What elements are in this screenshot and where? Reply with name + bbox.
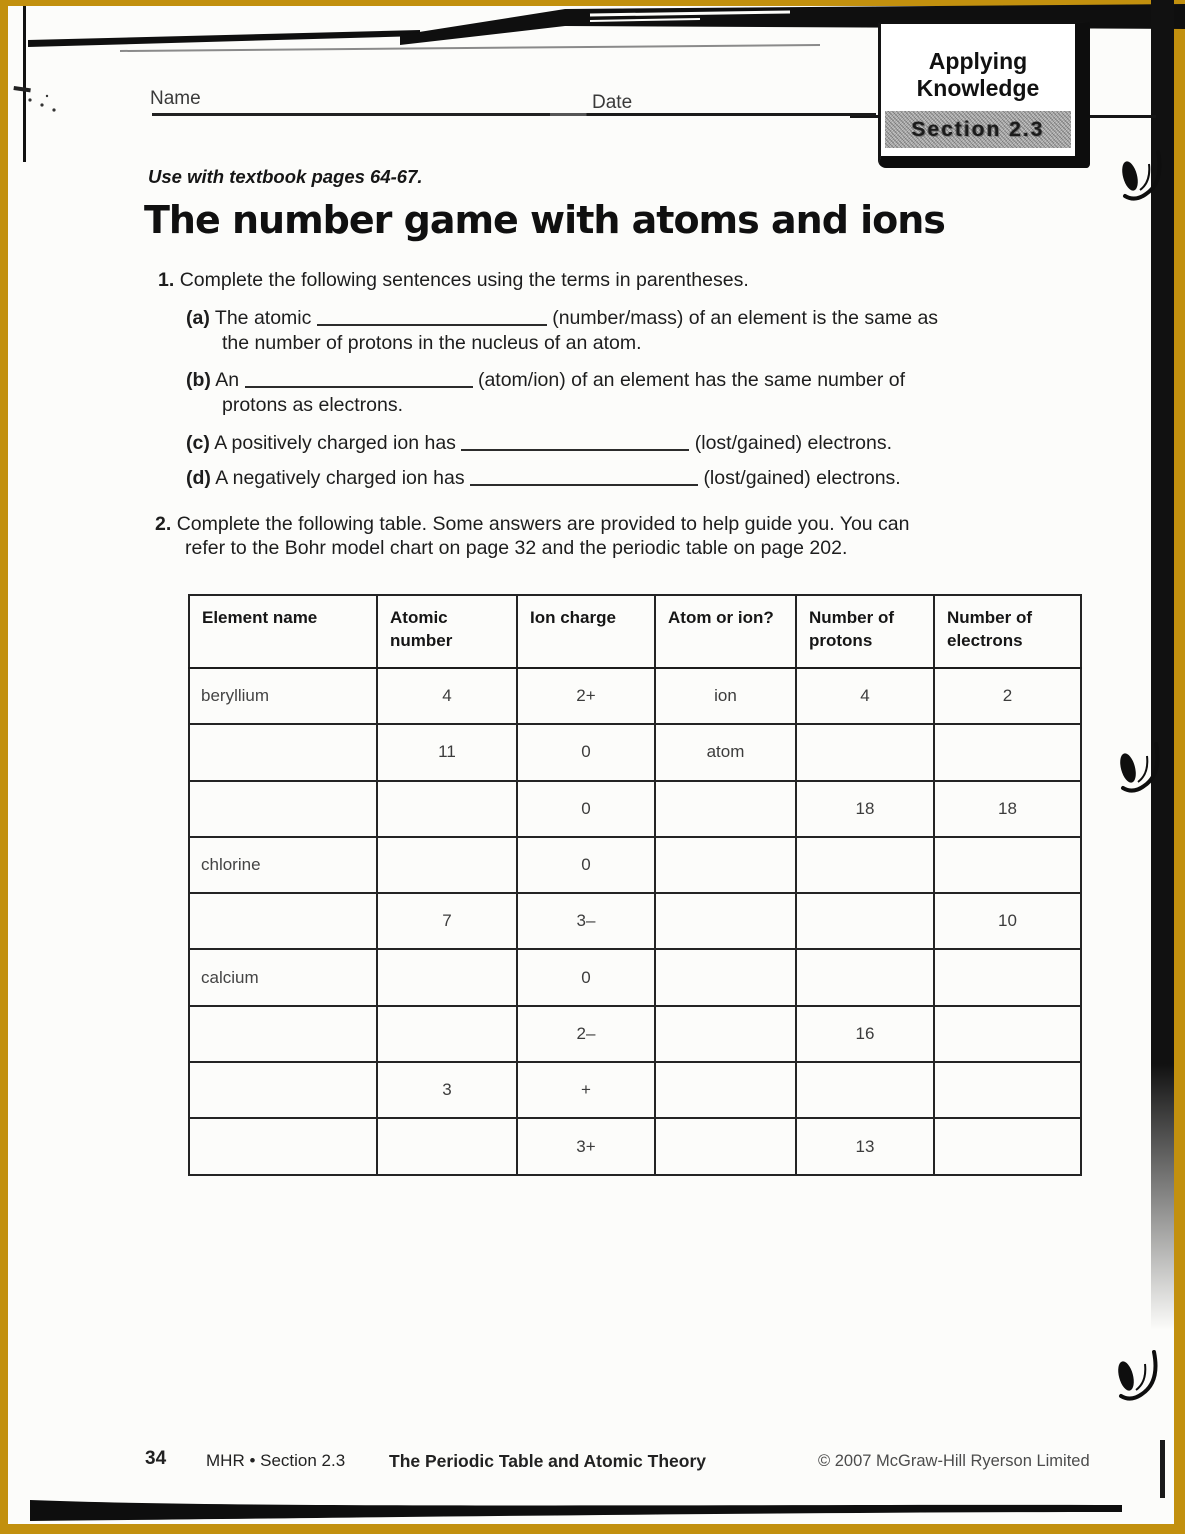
table-cell bbox=[377, 1118, 517, 1174]
table-row bbox=[189, 949, 1081, 1005]
table-cell: calcium bbox=[189, 949, 377, 1005]
table-cell bbox=[189, 724, 377, 780]
table-cell bbox=[377, 837, 517, 893]
table-cell: 7 bbox=[377, 893, 517, 949]
question-1c bbox=[186, 431, 1127, 456]
table-cell bbox=[189, 781, 377, 837]
question-2-number: 2. bbox=[155, 513, 172, 535]
part-c-pre: A positively charged ion has bbox=[214, 432, 456, 454]
table-cell: 3 bbox=[377, 1062, 517, 1118]
column-header: Atomic number bbox=[377, 595, 517, 668]
table-cell: beryllium bbox=[189, 668, 377, 724]
table-cell bbox=[189, 1062, 377, 1118]
part-b-label: (b) bbox=[186, 369, 211, 391]
table-cell: ion bbox=[655, 668, 796, 724]
section-banner bbox=[885, 111, 1071, 148]
table-cell bbox=[377, 781, 517, 837]
column-header: Ion charge bbox=[517, 595, 655, 668]
table-cell bbox=[655, 1118, 796, 1174]
table-cell: 0 bbox=[517, 837, 655, 893]
table-row bbox=[189, 893, 1081, 949]
part-b-blank bbox=[245, 369, 473, 388]
table-cell: atom bbox=[655, 724, 796, 780]
textbook-note: Use with textbook pages 64-67. bbox=[148, 166, 423, 187]
name-date-underline bbox=[152, 113, 876, 116]
table-cell bbox=[655, 893, 796, 949]
part-b-post2: protons as electrons. bbox=[222, 394, 404, 416]
table-cell: 0 bbox=[517, 781, 655, 837]
table-cell: 13 bbox=[796, 1118, 934, 1174]
column-header: Number of electrons bbox=[934, 595, 1081, 668]
table-cell bbox=[377, 949, 517, 1005]
table-cell bbox=[934, 1118, 1081, 1174]
table-cell bbox=[655, 1006, 796, 1062]
table-cell bbox=[377, 1006, 517, 1062]
table-cell: 4 bbox=[377, 668, 517, 724]
table-cell: 2+ bbox=[517, 668, 655, 724]
part-a-post2: the number of protons in the nucleus of an atom. bbox=[222, 332, 642, 354]
part-b-post1: (atom/ion) of an element has the same number of bbox=[477, 369, 906, 391]
table-row bbox=[189, 781, 1081, 837]
table-cell bbox=[796, 1062, 934, 1118]
footer-imprint: MHR • Section 2.3 bbox=[206, 1451, 346, 1470]
answers-table bbox=[188, 594, 1082, 1176]
table-cell bbox=[796, 949, 934, 1005]
table-cell: 4 bbox=[796, 668, 934, 724]
column-header: Number of protons bbox=[796, 595, 934, 668]
table-cell: 18 bbox=[796, 781, 934, 837]
table-cell: 3+ bbox=[517, 1118, 655, 1174]
badge-title: Applying Knowledge bbox=[916, 48, 1040, 102]
part-d-pre: A negatively charged ion has bbox=[215, 467, 465, 489]
table-row bbox=[189, 668, 1081, 724]
part-a-pre: The atomic bbox=[214, 307, 312, 329]
question-2 bbox=[155, 512, 1125, 560]
table-cell bbox=[655, 1062, 796, 1118]
table-cell: 18 bbox=[934, 781, 1081, 837]
part-c-label: (c) bbox=[186, 432, 210, 454]
part-d-label: (d) bbox=[186, 467, 211, 489]
name-label: Name bbox=[150, 88, 201, 109]
date-label: Date bbox=[592, 92, 633, 113]
table-cell: 16 bbox=[796, 1006, 934, 1062]
table-cell bbox=[796, 837, 934, 893]
question-2-prompt-line2: refer to the Bohr model chart on page 32 and the periodic table on page 202. bbox=[185, 537, 848, 559]
table-cell: 2 bbox=[934, 668, 1081, 724]
question-1 bbox=[158, 268, 1119, 292]
worksheet-title: The number game with atoms and ions bbox=[144, 198, 945, 242]
table-row bbox=[189, 1062, 1081, 1118]
table-cell: 0 bbox=[517, 949, 655, 1005]
table-cell bbox=[655, 837, 796, 893]
table-cell: 0 bbox=[517, 724, 655, 780]
page-number: 34 bbox=[145, 1448, 167, 1469]
question-1-prompt: Complete the following sentences using the terms in parentheses. bbox=[179, 269, 749, 291]
answers-table-wrap bbox=[188, 594, 1082, 1176]
column-header: Element name bbox=[189, 595, 377, 668]
part-a-label: (a) bbox=[186, 307, 210, 329]
table-row bbox=[189, 724, 1081, 780]
table-cell bbox=[189, 893, 377, 949]
question-2-prompt-line1: Complete the following table. Some answers are provided to help guide you. You can bbox=[176, 513, 910, 535]
part-c-post1: (lost/gained) electrons. bbox=[694, 432, 893, 454]
table-cell: 2– bbox=[517, 1006, 655, 1062]
table-row bbox=[189, 1006, 1081, 1062]
table-cell: chlorine bbox=[189, 837, 377, 893]
part-a-post1: (number/mass) of an element is the same as bbox=[552, 307, 939, 329]
table-row bbox=[189, 837, 1081, 893]
table-cell bbox=[655, 949, 796, 1005]
table-cell bbox=[796, 724, 934, 780]
part-b-pre: An bbox=[215, 369, 240, 391]
table-cell: + bbox=[517, 1062, 655, 1118]
table-cell bbox=[934, 949, 1081, 1005]
table-cell bbox=[189, 1118, 377, 1174]
table-cell bbox=[189, 1006, 377, 1062]
part-d-blank bbox=[470, 467, 698, 486]
column-header: Atom or ion? bbox=[655, 595, 796, 668]
table-row bbox=[189, 1118, 1081, 1174]
table-cell bbox=[934, 1006, 1081, 1062]
table-cell bbox=[934, 724, 1081, 780]
part-c-blank bbox=[461, 432, 689, 451]
table-cell bbox=[934, 837, 1081, 893]
table-cell bbox=[655, 781, 796, 837]
table-cell: 10 bbox=[934, 893, 1081, 949]
section-label: Section 2.3 bbox=[911, 117, 1045, 141]
table-cell bbox=[934, 1062, 1081, 1118]
part-d-post1: (lost/gained) electrons. bbox=[703, 467, 901, 489]
table-cell: 3– bbox=[517, 893, 655, 949]
part-a-blank bbox=[317, 307, 547, 326]
footer-book-title: The Periodic Table and Atomic Theory bbox=[389, 1451, 706, 1471]
table-cell bbox=[796, 893, 934, 949]
question-1b bbox=[186, 368, 1127, 418]
footer-copyright: © 2007 McGraw-Hill Ryerson Limited bbox=[818, 1452, 1090, 1470]
applying-knowledge-badge bbox=[878, 22, 1090, 168]
question-1-number: 1. bbox=[158, 269, 175, 291]
table-cell: 11 bbox=[377, 724, 517, 780]
question-1d bbox=[186, 466, 1127, 491]
question-1a bbox=[186, 306, 1127, 356]
